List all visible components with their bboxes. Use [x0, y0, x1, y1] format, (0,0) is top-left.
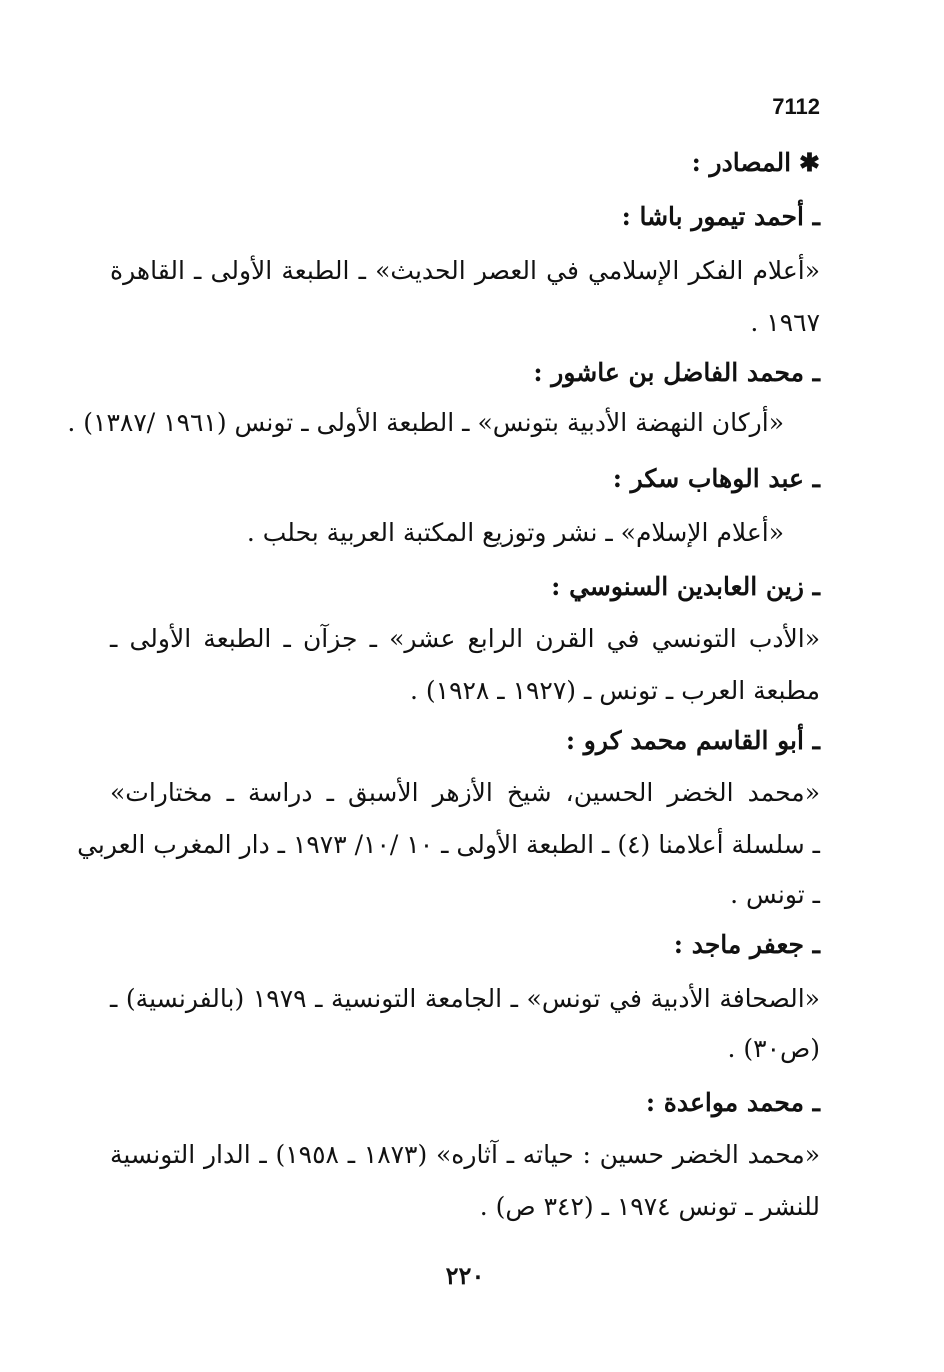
section-title	[110, 146, 820, 180]
source-citation-line: (ص٣٠) .	[727, 1034, 820, 1063]
source-citation-line: «أعلام الفكر الإسلامي في العصر الحديث» ـ الطبعة الأولى ـ القاهرة	[110, 256, 820, 285]
source-citation-line: ـ تونس .	[730, 880, 820, 909]
source-citation-line: «الصحافة الأدبية في تونس» ـ الجامعة التونسية ـ ١٩٧٩ (بالفرنسية) ـ	[110, 984, 820, 1013]
source-author: ـ جعفر ماجد :	[673, 930, 820, 959]
source-author: ـ أبو القاسم محمد كرو :	[565, 726, 820, 755]
source-citation-line: «أركان النهضة الأدبية بتونس» ـ الطبعة الأولى ـ تونس (١٩٦١ /١٣٨٧) .	[67, 408, 784, 437]
page-number: ٢٢٠	[445, 1261, 485, 1290]
section-title-text: المصادر :	[691, 148, 792, 177]
source-citation-line: «محمد الخضر حسين : حياته ـ آثاره» (١٨٧٣ ـ ١٩٥٨) ـ الدار التونسية	[110, 1140, 821, 1169]
source-author: ـ محمد مواعدة :	[645, 1088, 820, 1117]
source-author: ـ عبد الوهاب سكر :	[612, 464, 820, 493]
source-citation-line: ١٩٦٧ .	[750, 308, 820, 337]
source-author: ـ زين العابدين السنوسي :	[551, 572, 820, 601]
source-citation-line: مطبعة العرب ـ تونس ـ (١٩٢٧ ـ ١٩٢٨) .	[409, 676, 820, 705]
star-bullet-icon: ✱	[799, 148, 820, 177]
source-citation-line: «أعلام الإسلام» ـ نشر وتوزيع المكتبة العربية بحلب .	[246, 518, 784, 547]
page-id: 7112	[772, 94, 820, 119]
document-page	[67, 0, 821, 1372]
source-citation-line: «الأدب التونسي في القرن الرابع عشر» ـ جزآن ـ الطبعة الأولى ـ	[110, 624, 821, 653]
source-citation-line: ـ سلسلة أعلامنا (٤) ـ الطبعة الأولى ـ ١٠ /١٠/ ١٩٧٣ ـ دار المغرب العربي	[77, 830, 820, 859]
source-citation-line: للنشر ـ تونس ١٩٧٤ ـ (٣٤٢ ص) .	[479, 1192, 820, 1221]
source-author: ـ محمد الفاضل بن عاشور :	[533, 358, 820, 387]
source-citation-line: «محمد الخضر الحسين، شيخ الأزهر الأسبق ـ دراسة ـ مختارات»	[110, 778, 820, 807]
source-author: ـ أحمد تيمور باشا :	[621, 202, 820, 231]
